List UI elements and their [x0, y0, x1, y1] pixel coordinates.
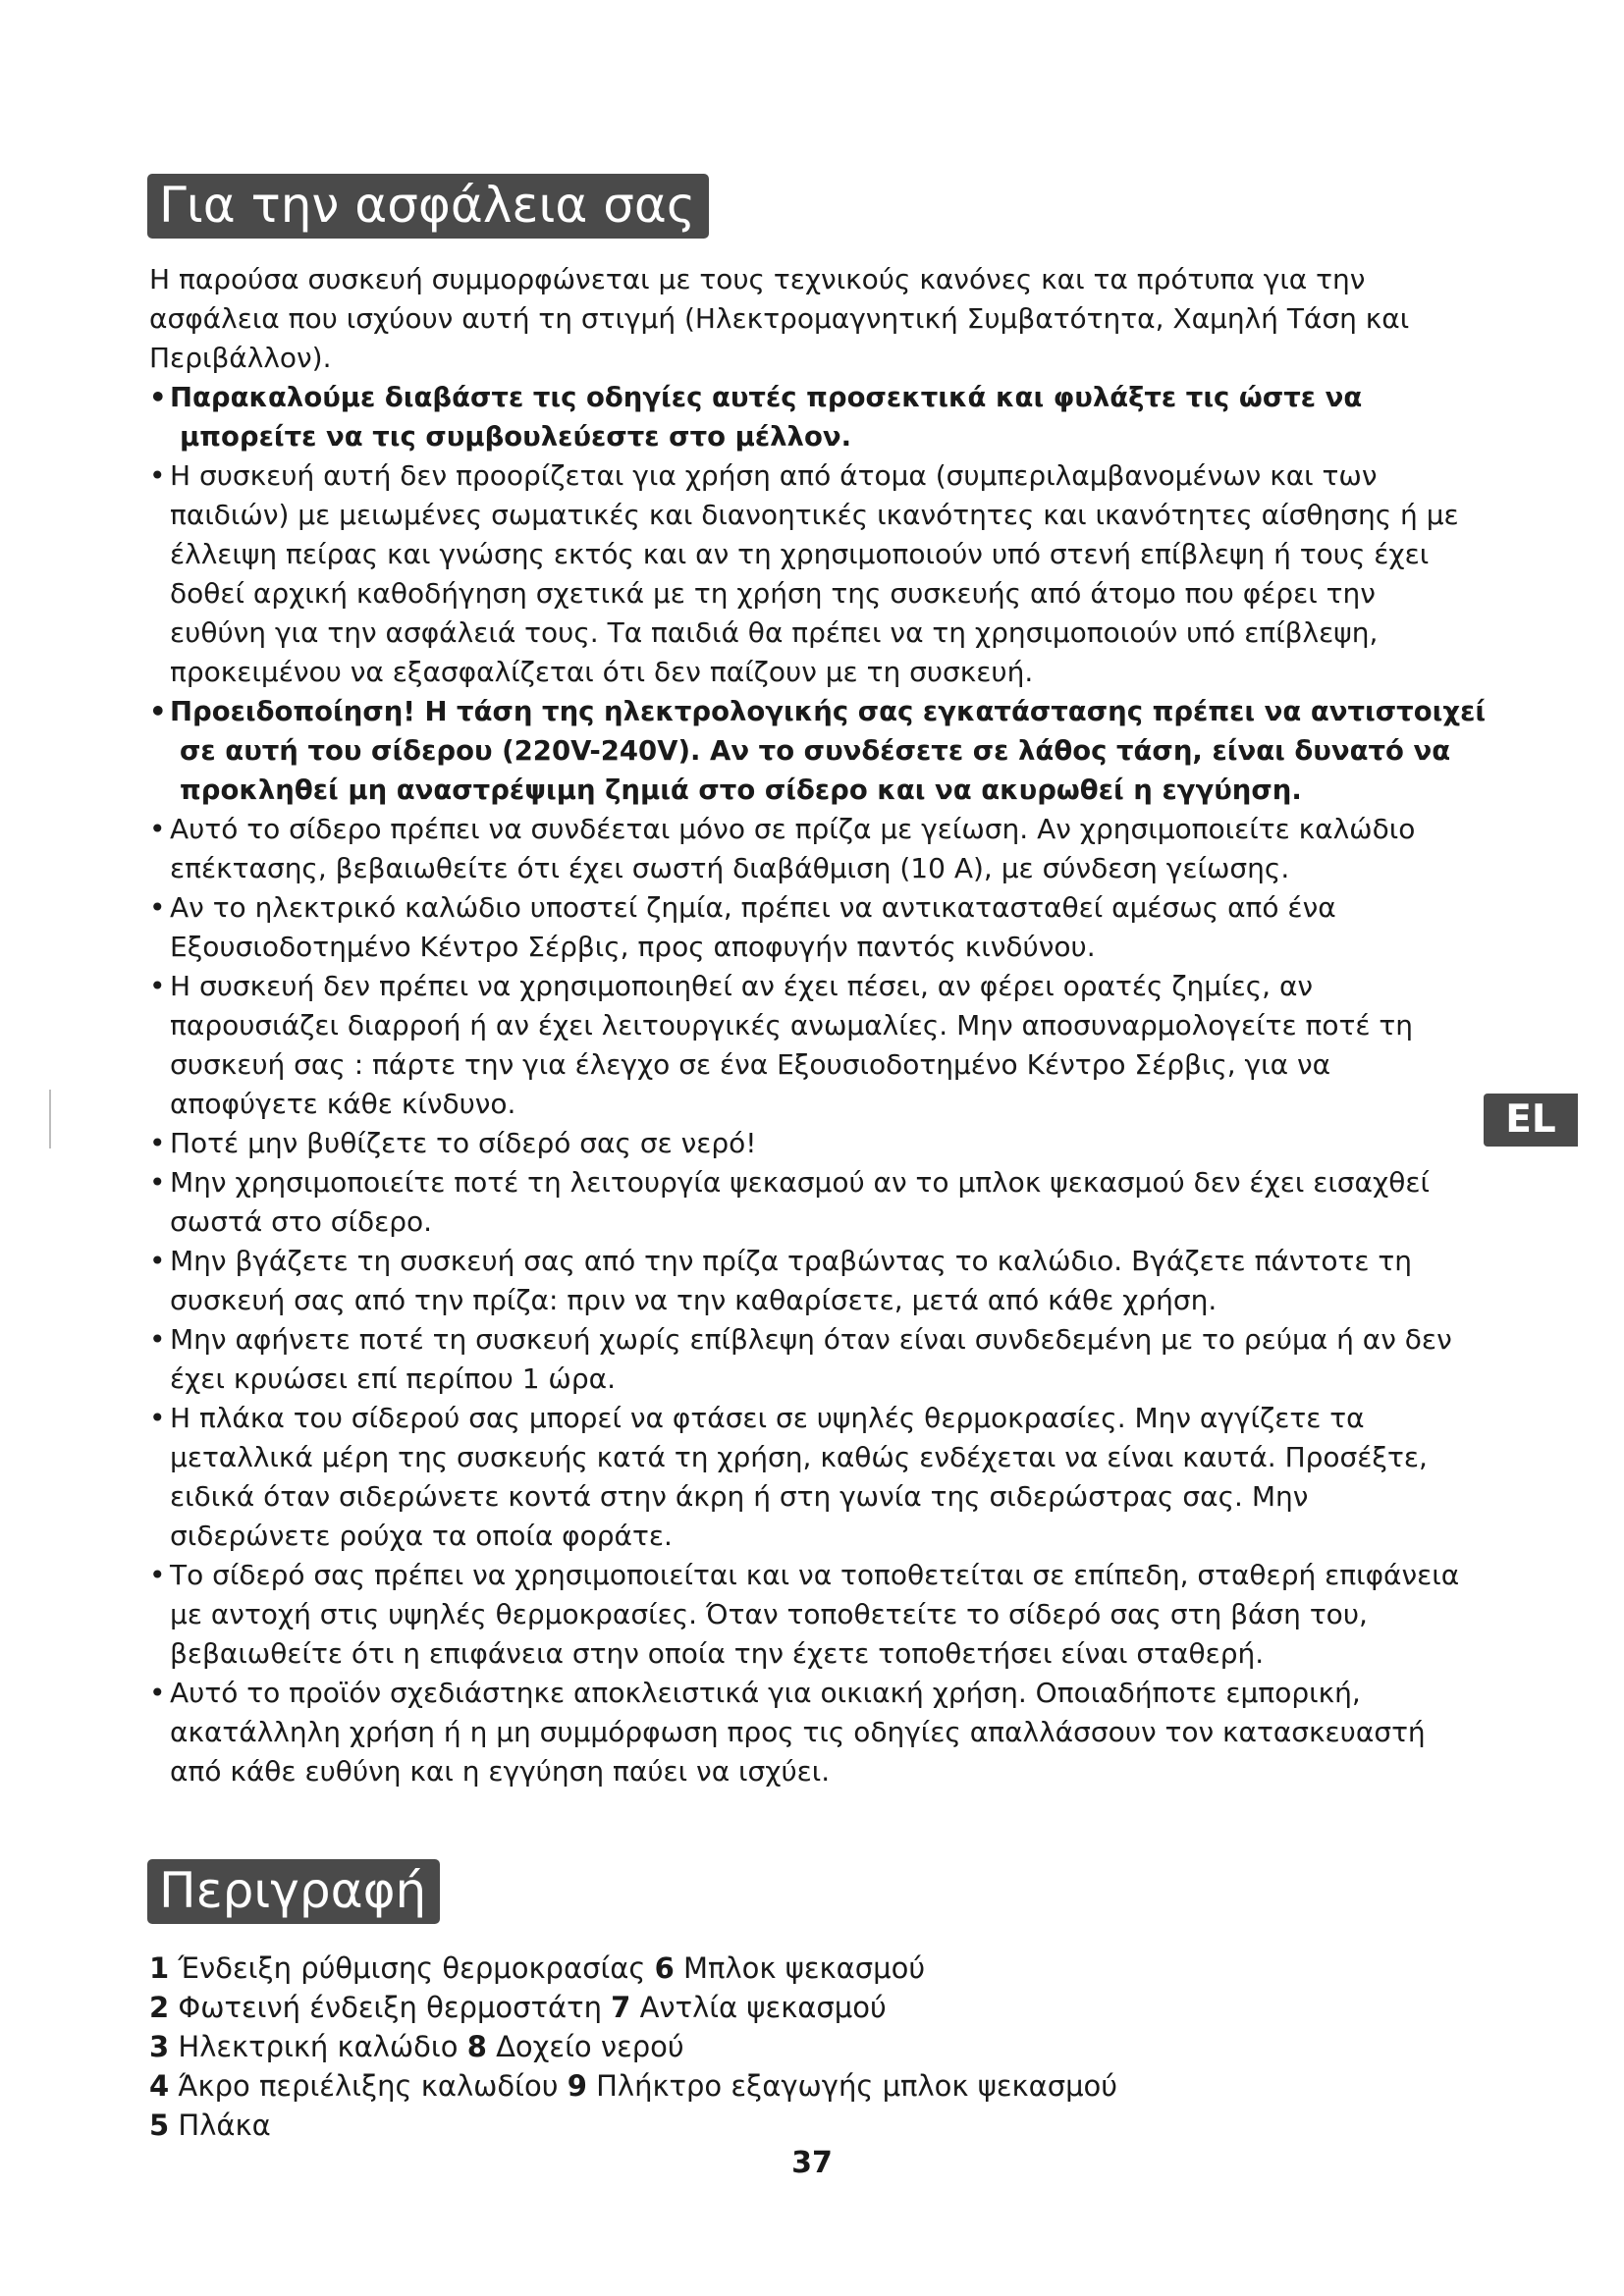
legend-row	[149, 2027, 1524, 2066]
safety-bullet	[149, 1320, 1524, 1399]
safety-bullet	[149, 810, 1524, 888]
bullet-line: • Η συσκευή αυτή δεν προορίζεται για χρήση από άτομα (συμπεριλαμβανομένων και των	[170, 459, 1378, 492]
parts-legend	[149, 1949, 1524, 2145]
bullet-line: • Ποτέ μην βυθίζετε το σίδερό σας σε νερό!	[170, 1127, 757, 1159]
bullet-line: σωστά στο σίδερο.	[170, 1205, 433, 1238]
part-label: Πλάκα	[178, 2109, 271, 2142]
bullet-line: σε αυτή του σίδερου (220V-240V). Αν το συνδέσετε σε λάθος τάση, είναι δυνατό να	[180, 735, 1451, 767]
bullet-line: σιδερώνετε ρούχα τα οποία φοράτε.	[170, 1520, 673, 1552]
bullet-line: επέκτασης, βεβαιωθείτε ότι έχει σωστή διαβάθμιση (10 A), με σύνδεση γείωσης.	[170, 852, 1290, 884]
margin-mark	[49, 1090, 51, 1148]
bullet-line: μπορείτε να τις συμβουλεύεστε στο μέλλον.	[180, 421, 852, 453]
page-number: 37	[791, 2146, 833, 2180]
safety-bullet	[149, 1556, 1524, 1674]
safety-section	[149, 260, 1524, 1791]
safety-bullet	[149, 1163, 1524, 1242]
bullet-line: Εξουσιοδοτημένο Κέντρο Σέρβις, προς αποφυγήν παντός κινδύνου.	[170, 931, 1096, 963]
bullet-line: δοθεί αρχική καθοδήγηση σχετικά με τη χρήση της συσκευής από άτομο που φέρει την	[170, 577, 1376, 610]
bullet-line: • Αυτό το προϊόν σχεδιάστηκε αποκλειστικά για οικιακή χρήση. Οποιαδήποτε εμπορική,	[170, 1677, 1361, 1709]
bullet-line: συσκευή σας από την πρίζα: πριν να την καθαρίσετε, μετά από κάθε χρήση.	[170, 1284, 1218, 1316]
part-number: 5	[149, 2109, 170, 2142]
bullet-line: παιδιών) με μειωμένες σωματικές και διανοητικές ικανότητες και ικανότητες αίσθησης ή με	[170, 499, 1459, 531]
bullet-line: • Προειδοποίηση! Η τάση της ηλεκτρολογικής σας εγκατάστασης πρέπει να αντιστοιχεί	[170, 696, 1487, 727]
bullet-line: • Το σίδερό σας πρέπει να χρησιμοποιείται και να τοποθετείται σε επίπεδη, σταθερή επιφάνεια	[170, 1559, 1460, 1591]
bullet-line: • Μην βγάζετε τη συσκευή σας από την πρίζα τραβώντας το καλώδιο. Βγάζετε πάντοτε τη	[170, 1245, 1413, 1277]
safety-heading: Για την ασφάλεια σας	[147, 174, 709, 239]
legend-row	[149, 1949, 1524, 1988]
safety-bullet	[149, 888, 1524, 967]
bullet-line: προκειμένου να εξασφαλίζεται ότι δεν παίζουν με τη συσκευή.	[170, 656, 1034, 688]
bullet-line: • Μην αφήνετε ποτέ τη συσκευή χωρίς επίβλεψη όταν είναι συνδεδεμένη με το ρεύμα ή αν δεν	[170, 1323, 1452, 1356]
bullet-line: ευθύνη για την ασφάλειά τους. Τα παιδιά θα πρέπει να τη χρησιμοποιούν υπό επίβλεψη,	[170, 616, 1379, 649]
language-tab: EL	[1484, 1094, 1578, 1147]
bullet-line: έλλειψη πείρας και γνώσης εκτός και αν τη χρησιμοποιούν υπό στενή επίβλεψη ή τους έχει	[170, 538, 1430, 570]
safety-bullet	[149, 456, 1524, 692]
bullet-line: αποφύγετε κάθε κίνδυνο.	[170, 1088, 516, 1120]
part-number: 9	[567, 2069, 587, 2103]
part-label: Φωτεινή ένδειξη θερμοστάτη	[178, 1991, 602, 2024]
safety-bullet	[149, 1674, 1524, 1791]
part-label: Ηλεκτρική καλώδιο	[178, 2030, 459, 2063]
legend-row	[149, 2066, 1524, 2106]
bullet-line: • Η συσκευή δεν πρέπει να χρησιμοποιηθεί αν έχει πέσει, αν φέρει ορατές ζημίες, αν	[170, 970, 1314, 1002]
legend-row	[149, 2106, 1524, 2145]
warning-bullet	[149, 692, 1524, 810]
bullet-line: • Μην χρησιμοποιείτε ποτέ τη λειτουργία ψεκασμού αν το μπλοκ ψεκασμού δεν έχει εισαχθεί	[170, 1166, 1430, 1199]
part-label: Ένδειξη ρύθμισης θερμοκρασίας	[178, 1951, 646, 1985]
part-label: Άκρο περιέλιξης καλωδίου	[178, 2069, 559, 2103]
safety-bullet	[149, 1399, 1524, 1556]
bullet-line: έχει κρυώσει επί περίπου 1 ώρα.	[170, 1362, 616, 1395]
safety-bullet	[149, 1124, 1524, 1163]
safety-bullet	[149, 967, 1524, 1124]
part-label: Μπλοκ ψεκασμού	[683, 1951, 926, 1985]
bullet-line: βεβαιωθείτε ότι η επιφάνεια στην οποία την έχετε τοποθετήσει είναι σταθερή.	[170, 1637, 1265, 1670]
intro-line: ασφάλεια που ισχύουν αυτή τη στιγμή (Ηλεκτρομαγνητική Συμβατότητα, Χαμηλή Τάση και	[149, 302, 1410, 335]
part-number: 4	[149, 2069, 170, 2103]
part-number: 8	[466, 2030, 487, 2063]
bullet-line: από κάθε ευθύνη και η εγγύηση παύει να ισχύει.	[170, 1755, 831, 1788]
safety-bullet	[149, 1242, 1524, 1320]
part-number: 6	[654, 1951, 675, 1985]
intro-line: Η παρούσα συσκευή συμμορφώνεται με τους τεχνικούς κανόνες και τα πρότυπα για την	[149, 263, 1366, 295]
part-label: Δοχείο νερού	[496, 2030, 684, 2063]
bullet-line: • Παρακαλούμε διαβάστε τις οδηγίες αυτές προσεκτικά και φυλάξτε τις ώστε να	[170, 382, 1363, 413]
description-heading: Περιγραφή	[147, 1859, 440, 1924]
bullet-line: συσκευή σας : πάρτε την για έλεγχο σε ένα Εξουσιοδοτημένο Κέντρο Σέρβις, για να	[170, 1048, 1331, 1081]
bullet-line: • Η πλάκα του σίδερού σας μπορεί να φτάσει σε υψηλές θερμοκρασίες. Μην αγγίζετε τα	[170, 1402, 1365, 1434]
bullet-line: • Αν το ηλεκτρικό καλώδιο υποστεί ζημία, πρέπει να αντικατασταθεί αμέσως από ένα	[170, 891, 1336, 924]
bullet-line: μεταλλικά μέρη της συσκευής κατά τη χρήση, καθώς ενδέχεται να είναι καυτά. Προσέξτε,	[170, 1441, 1428, 1473]
bullet-line: ειδικά όταν σιδερώνετε κοντά στην άκρη ή στη γωνία της σιδερώστρας σας. Μην	[170, 1480, 1309, 1513]
legend-row	[149, 1988, 1524, 2027]
warning-bullet	[149, 378, 1524, 456]
part-label: Πλήκτρο εξαγωγής μπλοκ ψεκασμού	[596, 2069, 1118, 2103]
part-number: 2	[149, 1991, 170, 2024]
bullet-line: • Αυτό το σίδερο πρέπει να συνδέεται μόνο σε πρίζα με γείωση. Αν χρησιμοποιείτε καλώδιο	[170, 813, 1416, 845]
part-label: Αντλία ψεκασμού	[639, 1991, 887, 2024]
part-number: 1	[149, 1951, 170, 1985]
bullet-line: προκληθεί μη αναστρέψιμη ζημιά στο σίδερο και να ακυρωθεί η εγγύηση.	[180, 774, 1302, 806]
bullet-line: με αντοχή στις υψηλές θερμοκρασίες. Όταν τοποθετείτε το σίδερό σας στη βάση του,	[170, 1598, 1368, 1630]
intro-line: Περιβάλλον).	[149, 342, 332, 374]
part-number: 3	[149, 2030, 170, 2063]
bullet-line: παρουσιάζει διαρροή ή αν έχει λειτουργικές ανωμαλίες. Μην αποσυναρμολογείτε ποτέ τη	[170, 1009, 1413, 1041]
part-number: 7	[611, 1991, 631, 2024]
bullet-line: ακατάλληλη χρήση ή η μη συμμόρφωση προς τις οδηγίες απαλλάσσουν τον κατασκευαστή	[170, 1716, 1426, 1748]
